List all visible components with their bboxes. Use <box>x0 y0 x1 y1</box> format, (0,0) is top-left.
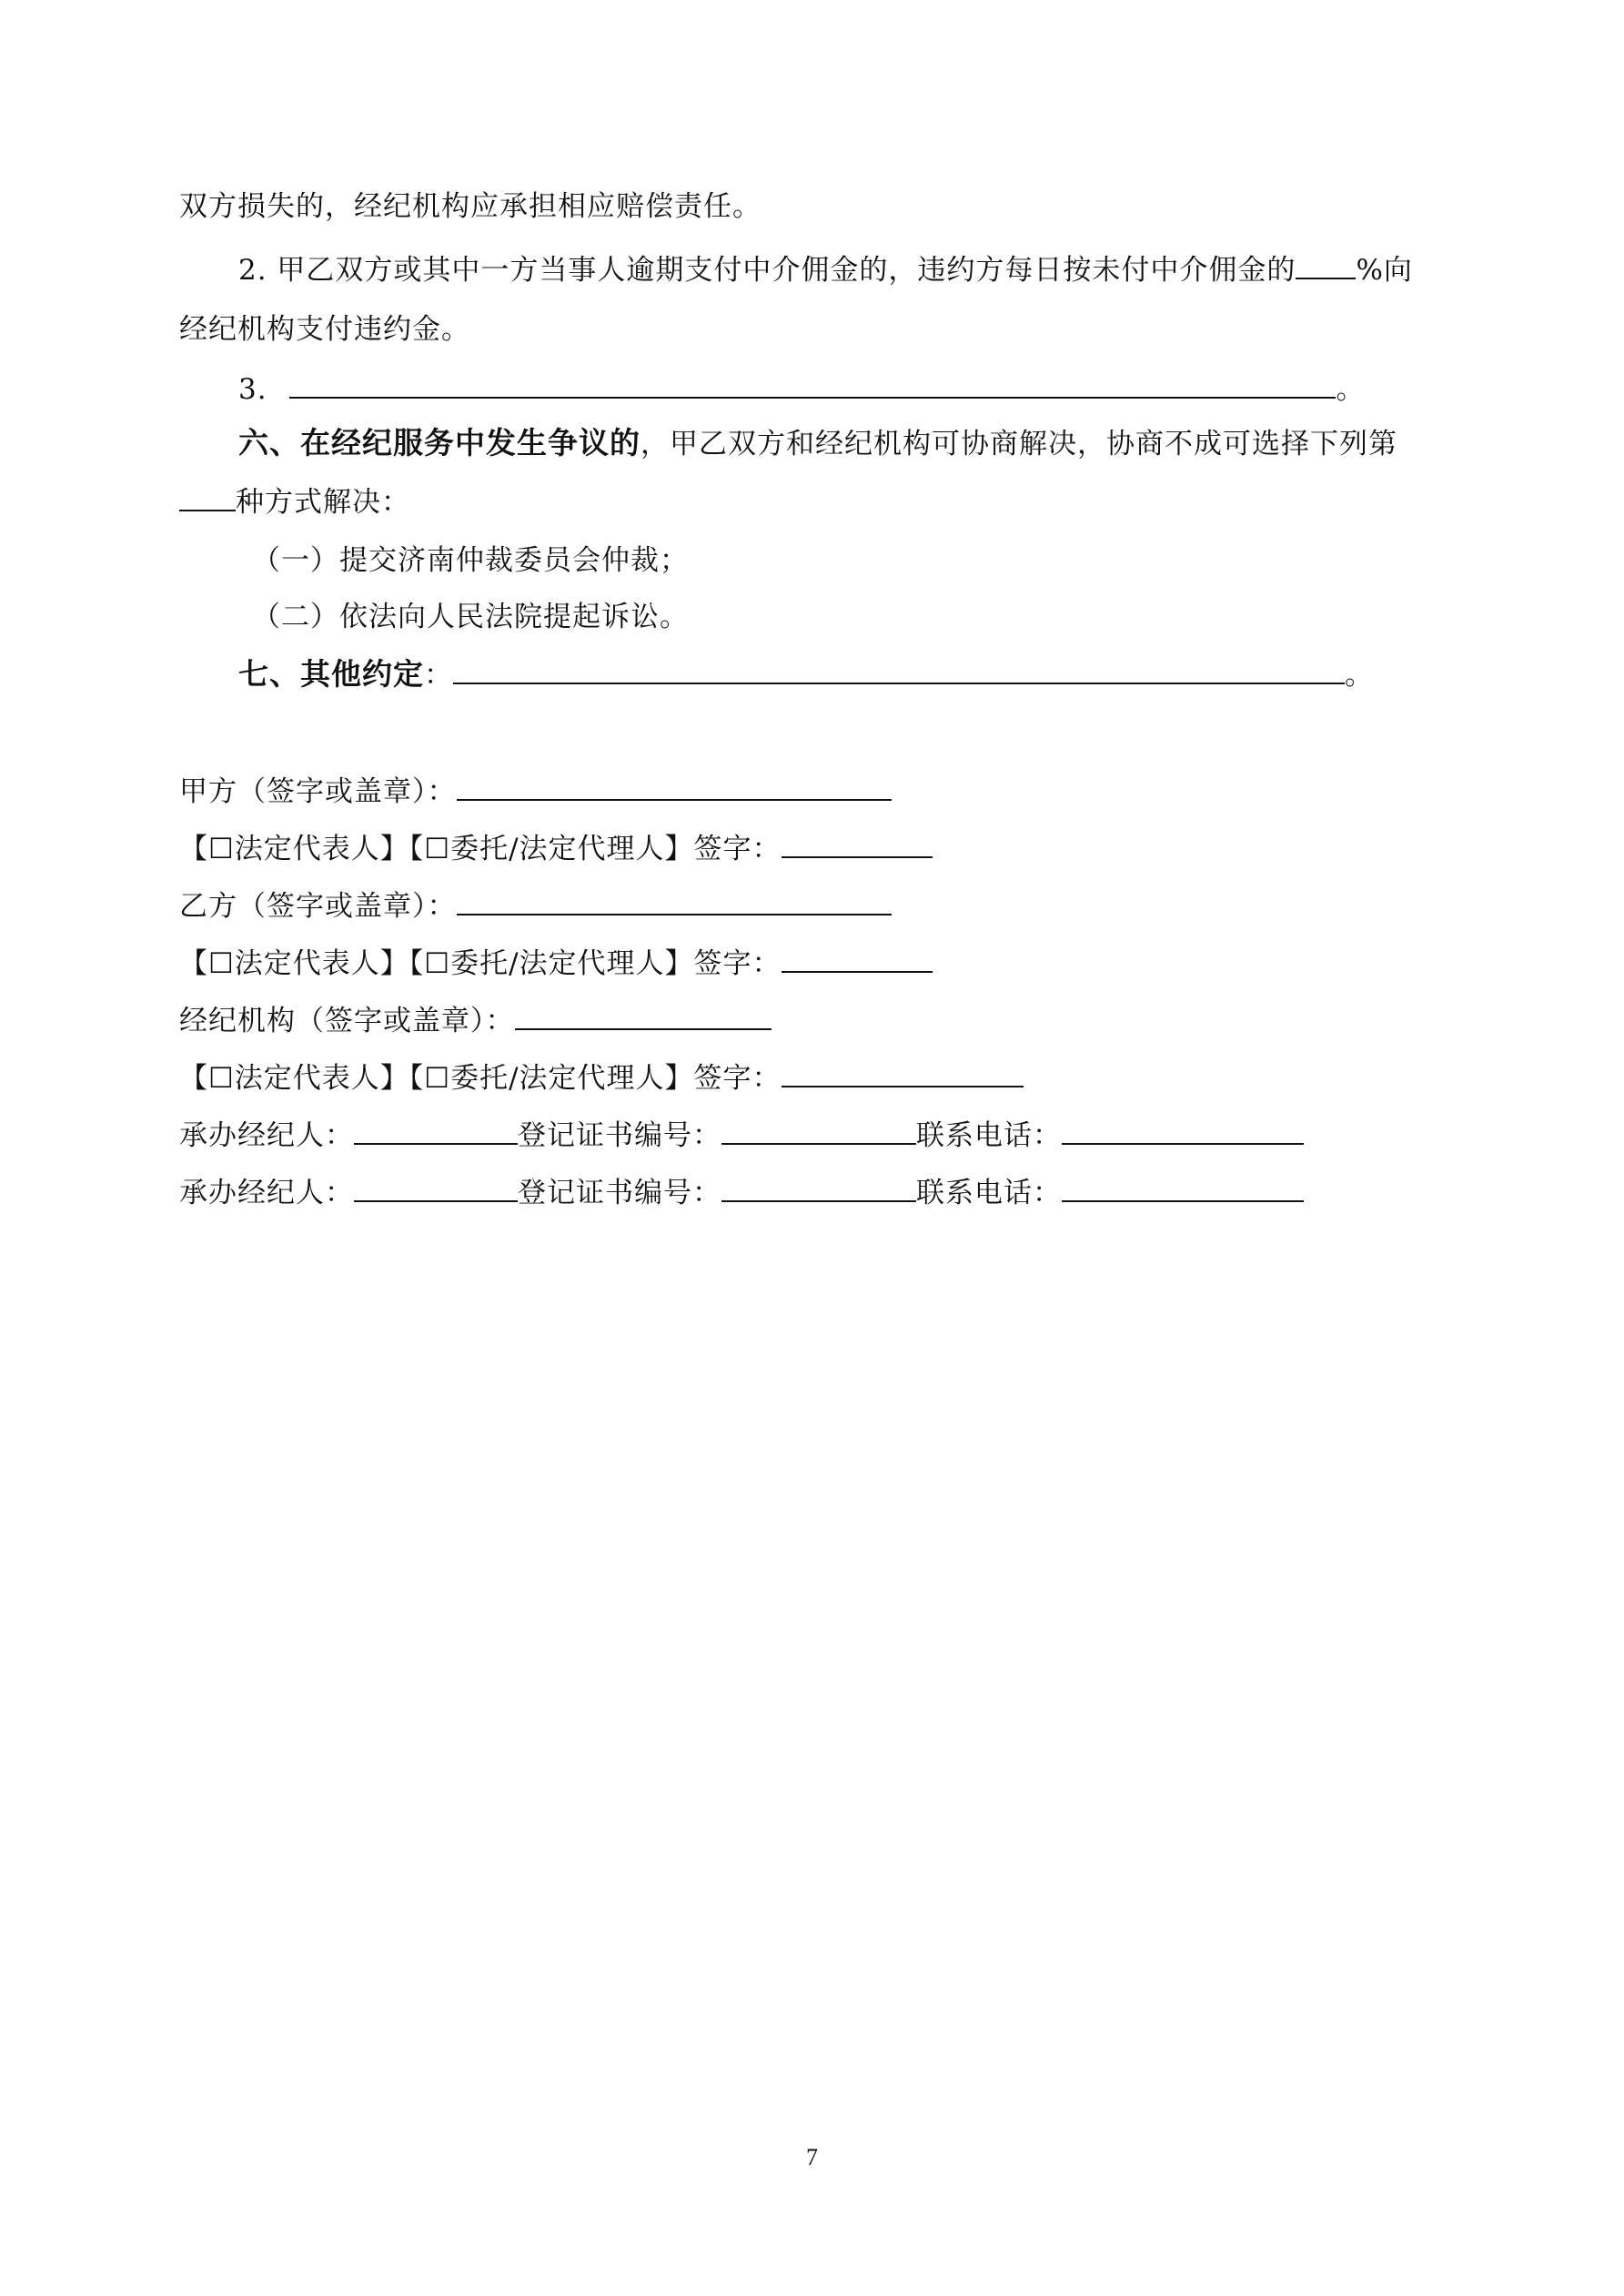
blank-agent-1 <box>354 1121 518 1145</box>
option-2: （二）依法向人民法院提起诉讼。 <box>252 601 689 633</box>
blank-rep-b <box>782 949 933 973</box>
signature-rep-b: 【☐法定代表人】【☐委托/法定代理人】签字： <box>179 944 933 984</box>
agent-row-1: 承办经纪人： 登记证书编号： 联系电话： <box>179 1116 1304 1156</box>
agent-row-2: 承办经纪人： 登记证书编号： 联系电话： <box>179 1173 1304 1213</box>
section-6: 六、在经纪服务中发生争议的，甲乙双方和经纪机构可协商解决，协商不成可选择下列第 <box>238 425 1397 460</box>
blank-other-terms <box>453 661 1345 684</box>
blank-rep-a <box>782 834 933 858</box>
signature-party-a: 甲方（签字或盖章）： <box>179 772 892 812</box>
blank-cert-2 <box>721 1178 916 1202</box>
option-1: （一）提交济南仲裁委员会仲裁； <box>252 544 689 577</box>
paragraph-item-2-cont: 经纪机构支付违约金。 <box>179 313 470 346</box>
paragraph-compensation: 双方损失的，经纪机构应承担相应赔偿责任。 <box>179 190 762 223</box>
signature-party-b: 乙方（签字或盖章）： <box>179 886 892 926</box>
blank-agent-2 <box>354 1178 518 1202</box>
blank-item-3 <box>289 375 1336 399</box>
blank-rep-agency <box>782 1064 1024 1087</box>
section-6-cont: 种方式解决： <box>179 482 410 522</box>
section-7-title: 七、其他约定 <box>238 656 424 692</box>
paragraph-item-2: 2. 甲乙双方或其中一方当事人逾期支付中介佣金的，违约方每日按未付中介佣金的 %向 <box>238 254 1413 287</box>
signature-rep-agency: 【☐法定代表人】【☐委托/法定代理人】签字： <box>179 1058 1024 1098</box>
page-number: 7 <box>806 2144 818 2170</box>
section-7: 七、其他约定： 。 <box>238 656 1374 692</box>
signature-rep-a: 【☐法定代表人】【☐委托/法定代理人】签字： <box>179 829 933 869</box>
blank-party-a <box>457 777 892 801</box>
section-6-title: 六、在经纪服务中发生争议的 <box>238 425 641 460</box>
blank-phone-1 <box>1062 1121 1304 1145</box>
blank-percent <box>1296 256 1356 279</box>
blank-method <box>179 488 236 511</box>
blank-cert-1 <box>721 1121 916 1145</box>
blank-phone-2 <box>1062 1178 1304 1202</box>
blank-party-b <box>457 892 892 915</box>
paragraph-item-3: 3. 。 <box>238 373 1366 406</box>
blank-agency <box>515 1006 772 1030</box>
signature-agency: 经纪机构（签字或盖章）： <box>179 1001 772 1041</box>
